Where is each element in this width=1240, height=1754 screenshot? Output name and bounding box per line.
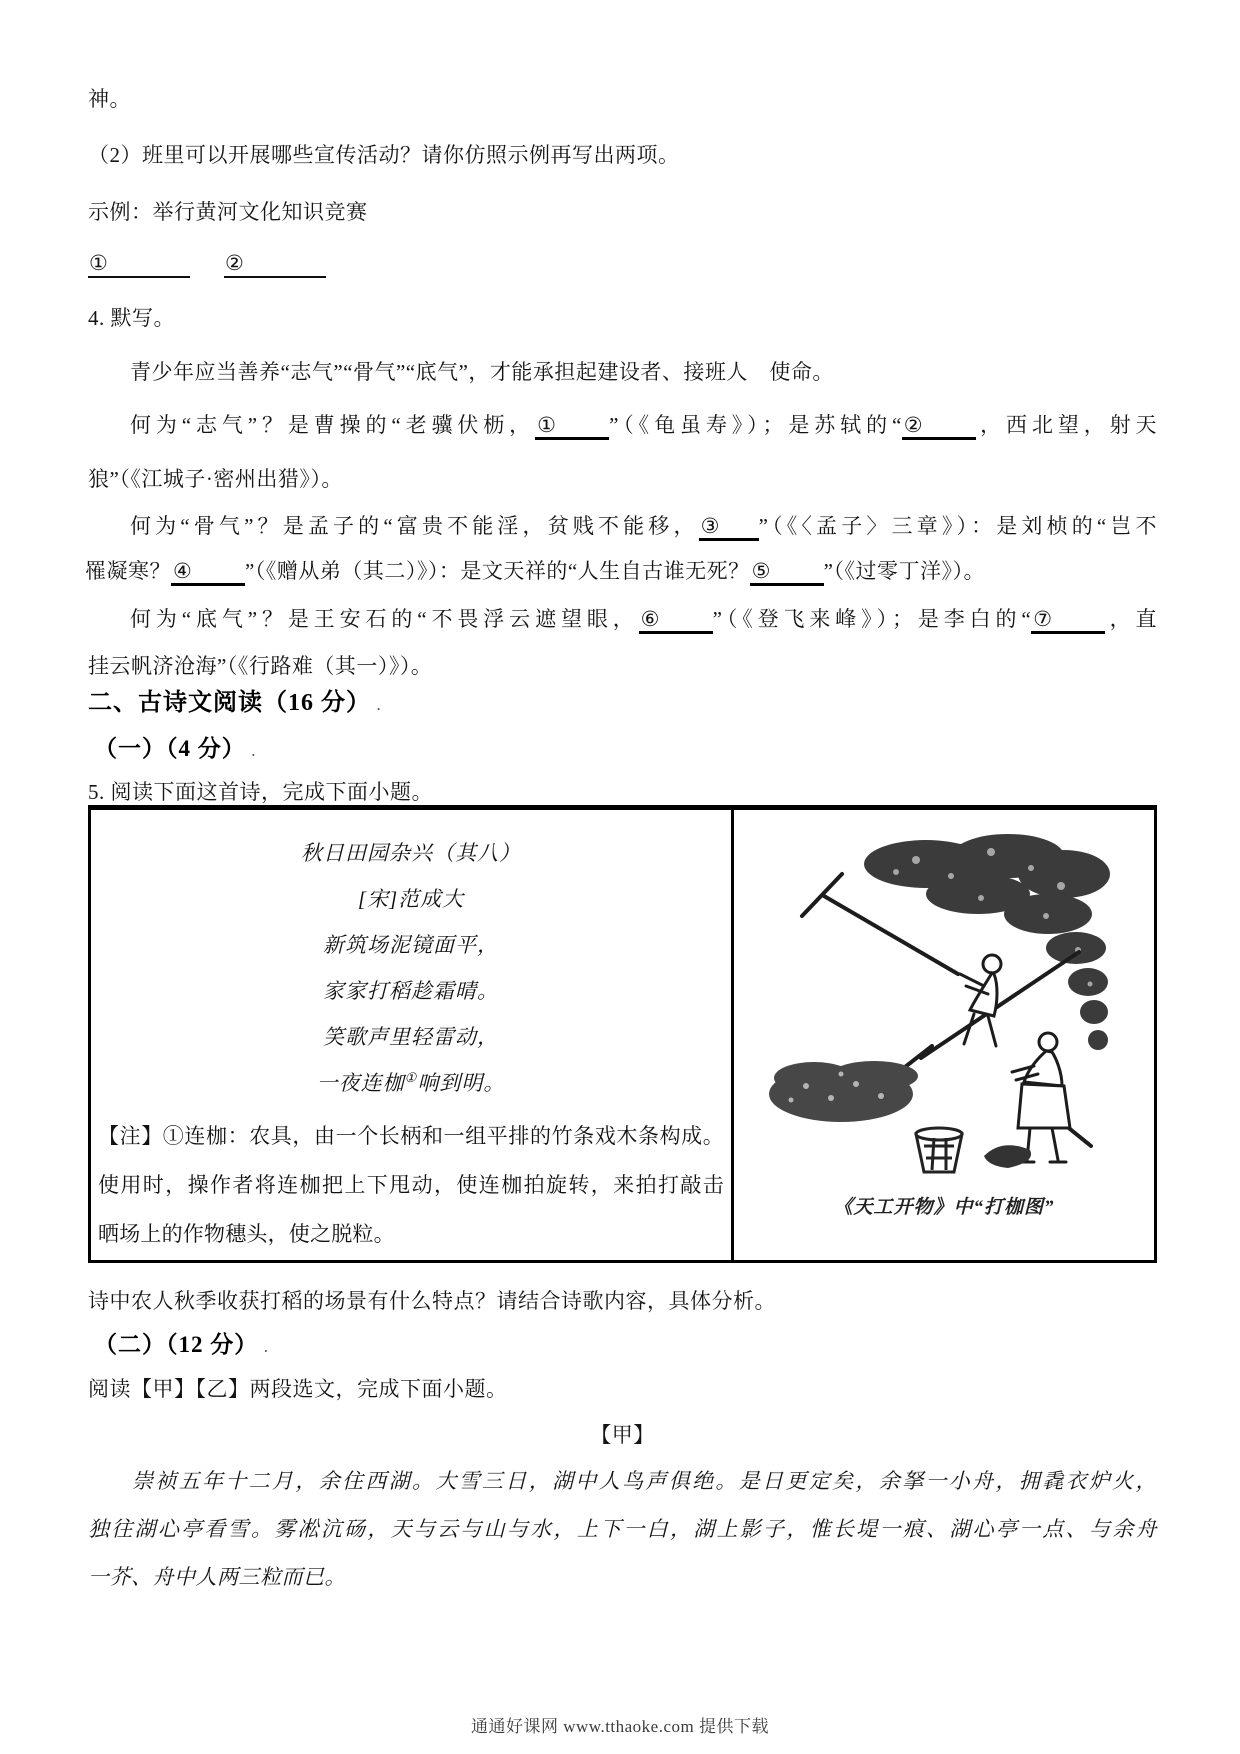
poem-note-line-1: 【注】①连枷：农具，由一个长柄和一组平排的竹条戏木条构成。 xyxy=(98,1124,724,1148)
poem-line-4-post: 响到明。 xyxy=(417,1071,506,1095)
heading-trailing-dot: . xyxy=(251,744,256,759)
poem-reading-box xyxy=(88,805,1157,1263)
moxie-guqi-mid: ”（《〈孟子〉三章》）：是刘桢的“岂不 xyxy=(758,514,1158,538)
fill-blank-3: ③ xyxy=(699,514,759,541)
poem-line-4 xyxy=(91,1060,731,1106)
note-reference-mark: ① xyxy=(404,1070,418,1085)
answer-blank-1: ① xyxy=(88,250,190,278)
part-2-heading xyxy=(94,1330,1163,1363)
jia-passage-line-2: 独往湖心亭看雪。雾凇沆砀，天与云与山与水，上下一白，湖上影子，惟长堤一痕、湖心亭一点、与余舟 xyxy=(88,1517,1157,1541)
part-1-heading xyxy=(94,734,1163,767)
poem-note xyxy=(91,1112,731,1259)
poem-note-line-2: 使用时，操作者将连枷把上下甩动，使连枷拍旋转，来拍打敲击 xyxy=(98,1173,724,1197)
fill-blank-2: ② xyxy=(902,413,976,440)
moxie-guqi-wrap-pre: 罹凝寒？ xyxy=(85,559,171,583)
moxie-zhiqi-mid: ”（《龟虽寿》）；是苏轼的“ xyxy=(609,413,902,437)
question-4-heading: 4. 默写。 xyxy=(88,306,175,330)
moxie-guqi-line2 xyxy=(85,556,1154,586)
jia-passage-line-1: 崇祯五年十二月，余住西湖。大雪三日，湖中人鸟声俱绝。是日更定矣，余拏一小舟，拥毳衣炉火， xyxy=(132,1469,1157,1493)
poem-title: 秋日田园杂兴（其八） xyxy=(301,841,521,865)
moxie-zhiqi-line2: 狼”（《江城子·密州出猎》）。 xyxy=(88,467,343,491)
moxie-zhiqi-post: ，西北望，射天 xyxy=(975,413,1158,437)
question-5: 5. 阅读下面这首诗，完成下面小题。 xyxy=(88,780,433,804)
heading-trailing-dot: . xyxy=(377,698,382,713)
poem-line-3: 笑歌声里轻雷动， xyxy=(323,1025,499,1049)
heading-trailing-dot: . xyxy=(264,1340,269,1355)
moxie-diqi-post: ，直 xyxy=(1105,607,1158,631)
question-5-prompt: 诗中农人秋季收获打稻的场景有什么特点？请结合诗歌内容，具体分析。 xyxy=(88,1289,776,1313)
site-footer: 通通好课网 www.tthaoke.com 提供下载 xyxy=(470,1717,770,1736)
poem-line-1: 新筑场泥镜面平， xyxy=(323,933,499,957)
moxie-zhiqi-line1 xyxy=(130,410,1157,440)
moxie-guqi-wrap-mid: ”（《赠从弟（其二）》）：是文天祥的“人生自古谁无死？ xyxy=(245,559,750,583)
poem-author: [宋]范成大 xyxy=(357,887,465,911)
fill-blank-4: ④ xyxy=(171,559,245,586)
moxie-diqi-pre: 何为“底气”？是王安石的“不畏浮云遮望眼， xyxy=(130,607,639,631)
poem-line-4-pre: 一夜连枷 xyxy=(316,1071,405,1095)
section-2-heading-text: 二、古诗文阅读（16 分） xyxy=(88,690,371,716)
line-shen: 神。 xyxy=(88,87,131,111)
moxie-intro: 青少年应当善养“志气”“骨气”“底气”，才能承担起建设者、接班人 使命。 xyxy=(130,360,834,384)
part-2-heading-text: （二）（12 分） xyxy=(94,1332,259,1357)
moxie-guqi-pre: 何为“骨气”？是孟子的“富贵不能淫，贫贱不能移， xyxy=(130,514,699,538)
section-2-heading xyxy=(88,688,1157,721)
moxie-diqi-line1 xyxy=(130,604,1157,634)
poem-cell xyxy=(91,810,734,1260)
moxie-diqi-line2: 挂云帆济沧海”（《行路难（其一）》）。 xyxy=(88,654,433,678)
fill-blank-1: ① xyxy=(535,413,609,440)
jia-passage-line-3: 一芥、舟中人两三粒而已。 xyxy=(88,1565,346,1589)
moxie-guqi-line1 xyxy=(130,511,1157,541)
tiangong-kaiwu-flail-illustration xyxy=(746,816,1142,1188)
moxie-diqi-mid: ”（《登飞来峰》）；是李白的“ xyxy=(712,607,1032,631)
illustration-caption: 《天工开物》中“打枷图” xyxy=(833,1197,1055,1218)
fill-blank-6: ⑥ xyxy=(639,607,713,634)
moxie-zhiqi-pre: 何为“志气”？是曹操的“老骥伏枥， xyxy=(130,413,536,437)
poem-line-2: 家家打稻趁霜晴。 xyxy=(323,979,499,1003)
question-6-intro: 阅读【甲】【乙】两段选文，完成下面小题。 xyxy=(88,1377,508,1401)
fill-blank-7: ⑦ xyxy=(1031,607,1105,634)
question-2: （2）班里可以开展哪些宣传活动？请你仿照示例再写出两项。 xyxy=(88,143,680,167)
answer-blank-2: ② xyxy=(224,250,326,278)
jia-label: 【甲】 xyxy=(590,1423,655,1447)
answer-blanks-row xyxy=(88,248,1157,278)
moxie-guqi-wrap-post: ”（《过零丁洋》）。 xyxy=(823,559,985,583)
fill-blank-5: ⑤ xyxy=(750,559,824,586)
example-line: 示例：举行黄河文化知识竞赛 xyxy=(88,200,368,224)
part-1-heading-text: （一）（4 分） xyxy=(94,736,246,761)
poem-note-line-3: 晒场上的作物穗头，使之脱粒。 xyxy=(98,1222,395,1246)
illustration-cell xyxy=(734,810,1154,1260)
